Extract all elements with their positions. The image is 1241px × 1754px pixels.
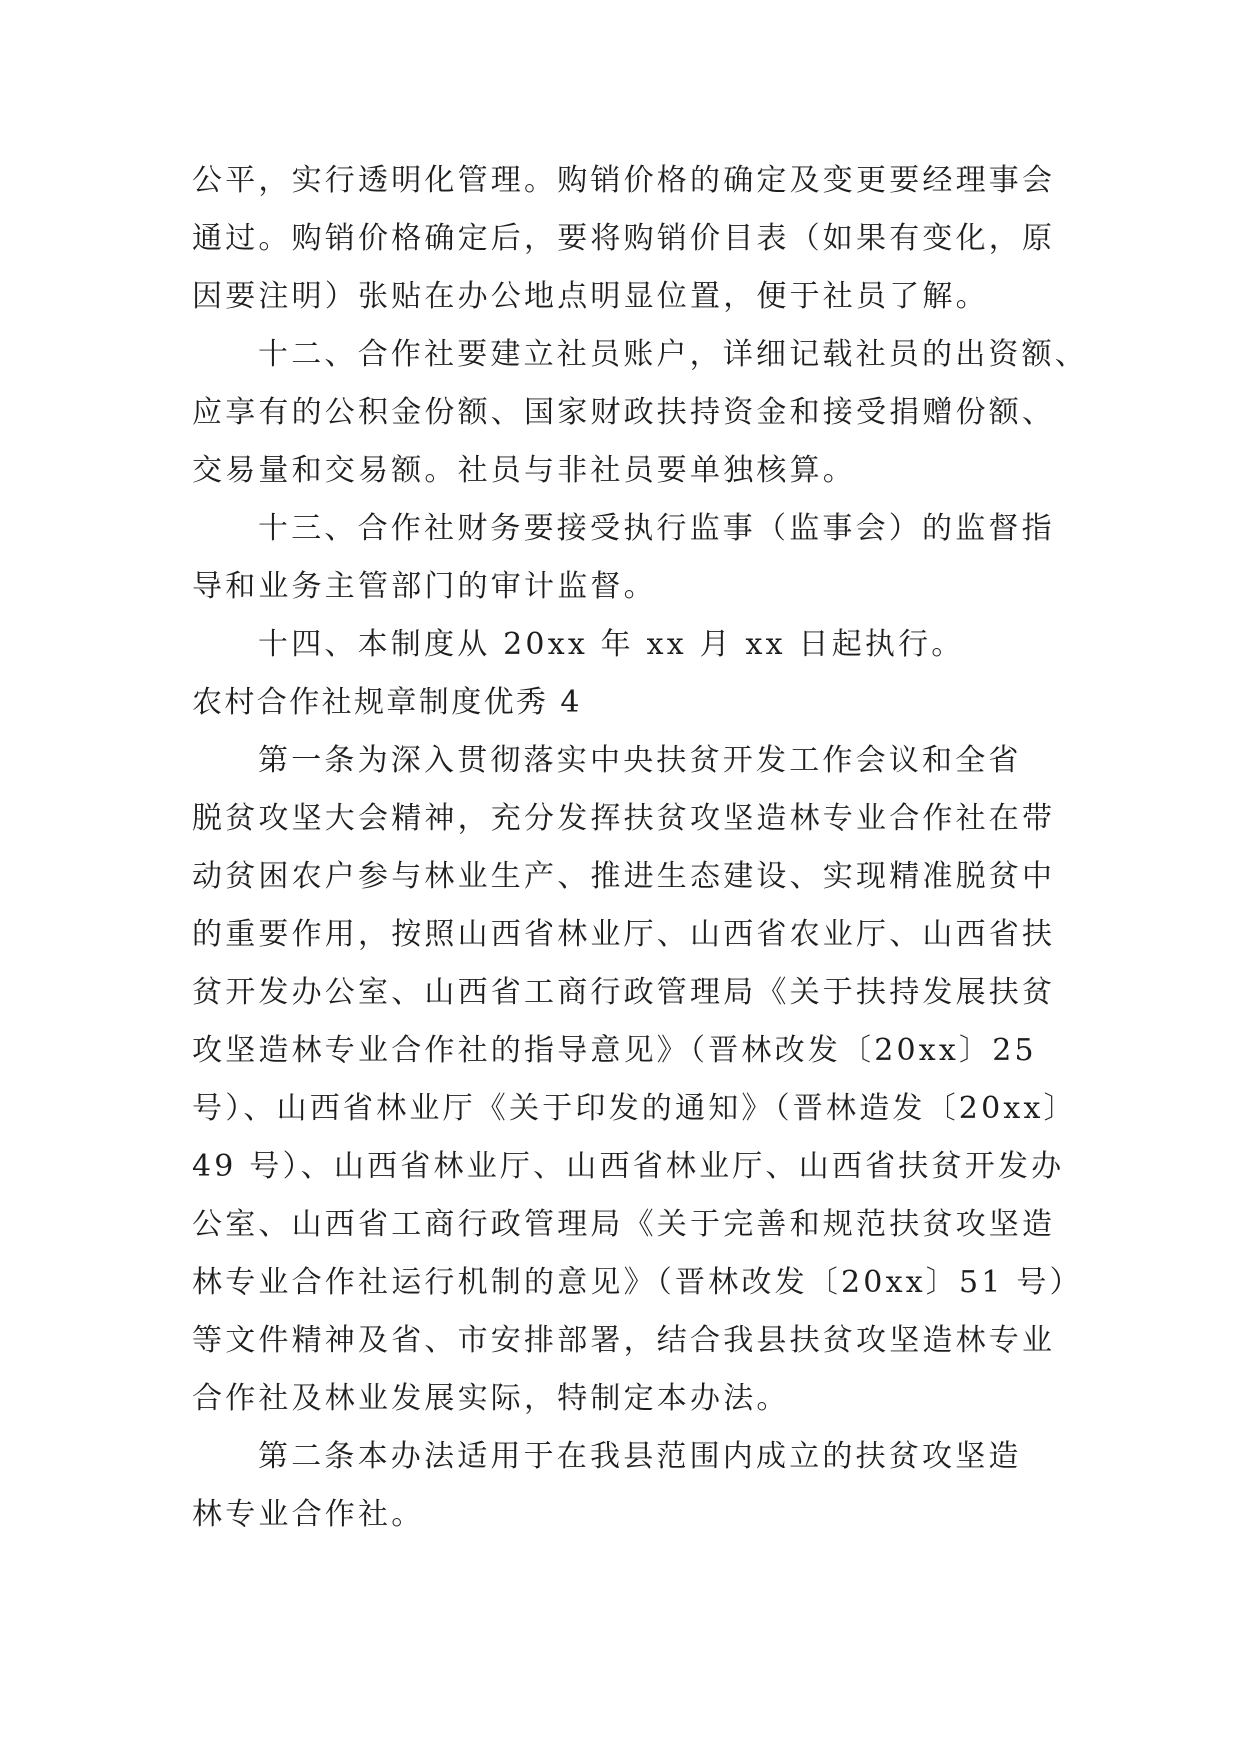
text-line: 合作社及林业发展实际，特制定本办法。 [192, 1381, 790, 1416]
text-line: 十二、合作社要建立社员账户，详细记载社员的出资额、 [258, 337, 1088, 372]
text-line: 贫开发办公室、山西省工商行政管理局《关于扶持发展扶贫 [192, 975, 1056, 1010]
text-line: 号）、山西省林业厅《关于印发的通知》（晋林造发〔20xx〕 [192, 1091, 1077, 1126]
section-heading: 农村合作社规章制度优秀 4 [192, 685, 582, 720]
text-line: 动贫困农户参与林业生产、推进生态建设、实现精准脱贫中 [192, 859, 1056, 894]
text-line: 的重要作用，按照山西省林业厅、山西省农业厅、山西省扶 [192, 917, 1056, 952]
text-line: 攻坚造林专业合作社的指导意见》（晋林改发〔20xx〕25 [192, 1033, 1037, 1068]
text-line: 脱贫攻坚大会精神，充分发挥扶贫攻坚造林专业合作社在带 [192, 801, 1056, 836]
text-line: 49 号）、山西省林业厅、山西省林业厅、山西省扶贫开发办 [192, 1149, 1065, 1184]
text-line: 公平，实行透明化管理。购销价格的确定及变更要经理事会 [192, 163, 1056, 198]
text-line: 第一条为深入贯彻落实中央扶贫开发工作会议和全省 [258, 743, 1022, 778]
text-line: 应享有的公积金份额、国家财政扶持资金和接受捐赠份额、 [192, 395, 1056, 430]
text-line: 公室、山西省工商行政管理局《关于完善和规范扶贫攻坚造 [192, 1207, 1056, 1242]
text-line: 十三、合作社财务要接受执行监事（监事会）的监督指 [258, 511, 1055, 546]
text-line: 交易量和交易额。社员与非社员要单独核算。 [192, 453, 856, 488]
text-line: 十四、本制度从 20xx 年 xx 月 xx 日起执行。 [258, 627, 965, 662]
text-line: 因要注明）张贴在办公地点明显位置，便于社员了解。 [192, 279, 989, 314]
document-body [192, 152, 1088, 1544]
text-line: 林专业合作社运行机制的意见》（晋林改发〔20xx〕51 号） [192, 1265, 1083, 1300]
text-line: 第二条本办法适用于在我县范围内成立的扶贫攻坚造 [258, 1439, 1022, 1474]
text-line: 等文件精神及省、市安排部署，结合我县扶贫攻坚造林专业 [192, 1323, 1056, 1358]
text-line: 通过。购销价格确定后，要将购销价目表（如果有变化，原 [192, 221, 1056, 256]
text-line: 导和业务主管部门的审计监督。 [192, 569, 657, 604]
text-line: 林专业合作社。 [192, 1497, 425, 1532]
